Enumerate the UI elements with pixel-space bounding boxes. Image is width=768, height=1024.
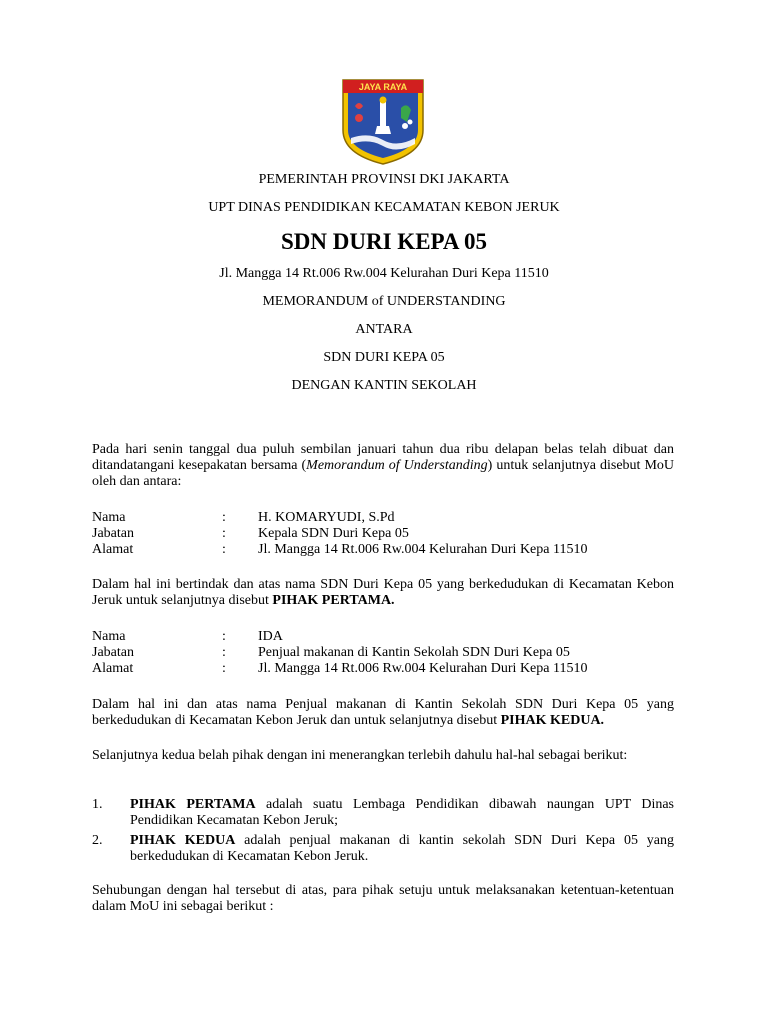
list-bold-term: PIHAK KEDUA [130,833,236,848]
party-two-heading: DENGAN KANTIN SEKOLAH [291,378,477,393]
field-value: Jl. Mangga 14 Rt.006 Rw.004 Kelurahan Duri Kepa 11510 [258,661,588,676]
statement-text: Dalam hal ini dan atas nama Penjual makanan di Kantin Sekolah SDN Duri Kepa 05 yang berkedudukan di Kecamatan Kebon Jeruk dan untuk selanjutnya disebut [92,697,674,728]
field-label: Alamat [92,661,134,676]
field-separator: : [222,645,226,660]
list-item [92,833,674,865]
intro-italic-term: Memorandum of Understanding [306,458,488,473]
field-separator: : [222,542,226,557]
field-label: Nama [92,629,126,644]
field-value: Kepala SDN Duri Kepa 05 [258,526,409,541]
logo-banner-text: JAYA RAYA [358,82,408,92]
intro-text-start: Pada hari senin tanggal dua puluh sembilan januari tahun dua ribu delapan belas telah dibuat dan ditandatangani kesepakatan bersama ( [92,442,674,473]
field-value: IDA [258,629,283,644]
field-separator: : [222,510,226,525]
field-value: H. KOMARYUDI, S.Pd [258,510,395,525]
closing-paragraph: Sehubungan dengan hal tersebut di atas, para pihak setuju untuk melaksanakan ketentuan-ketentuan dalam MoU ini sebagai berikut : [92,883,674,914]
list-item [92,797,674,829]
school-title: SDN DURI KEPA 05 [281,229,487,254]
jakarta-emblem-logo [339,78,427,166]
intro-text-end: ) untuk selanjutnya disebut MoU oleh dan antara: [92,458,675,489]
second-party-statement [92,697,674,729]
field-label: Alamat [92,542,134,557]
explanation-paragraph: Selanjutnya kedua belah pihak dengan ini menerangkan terlebih dahulu hal-hal sebagai berikut: [92,748,628,763]
field-label: Nama [92,510,126,525]
list-text: adalah penjual makanan di kantin sekolah SDN Duri Kepa 05 yang berkedudukan di Kecamatan Kebon Jeruk. [130,833,675,864]
intro-paragraph [92,442,674,490]
statement-text: Dalam hal ini bertindak dan atas nama SDN Duri Kepa 05 yang berkedudukan di Kecamatan Kebon Jeruk untuk selanjutnya disebut [92,577,674,608]
school-address: Jl. Mangga 14 Rt.006 Rw.004 Kelurahan Duri Kepa 11510 [219,266,549,281]
mou-heading: MEMORANDUM of UNDERSTANDING [262,294,506,309]
list-number: 2. [92,833,103,848]
field-value: Penjual makanan di Kantin Sekolah SDN Duri Kepa 05 [258,645,570,660]
header-department: UPT DINAS PENDIDIKAN KECAMATAN KEBON JERUK [208,200,560,215]
field-separator: : [222,526,226,541]
statement-bold: PIHAK KEDUA. [500,713,605,728]
field-separator: : [222,661,226,676]
list-text: adalah suatu Lembaga Pendidikan dibawah naungan UPT Dinas Pendidikan Kecamatan Kebon Jeruk; [130,797,674,828]
header-government: PEMERINTAH PROVINSI DKI JAKARTA [258,172,510,187]
field-label: Jabatan [92,645,134,660]
first-party-statement [92,577,674,609]
antara-heading: ANTARA [355,322,413,337]
party-one-heading: SDN DURI KEPA 05 [323,350,445,365]
list-number: 1. [92,797,103,812]
field-separator: : [222,629,226,644]
field-value: Jl. Mangga 14 Rt.006 Rw.004 Kelurahan Duri Kepa 11510 [258,542,588,557]
statement-bold: PIHAK PERTAMA. [272,593,395,608]
list-bold-term: PIHAK PERTAMA [130,797,256,812]
field-label: Jabatan [92,526,134,541]
